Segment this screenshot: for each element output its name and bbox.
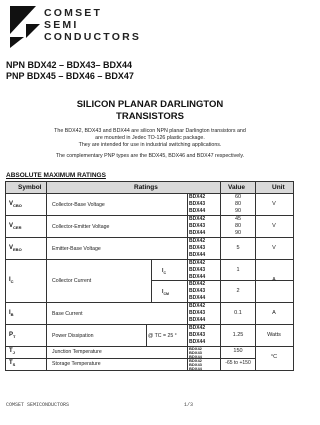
row-divider [6, 324, 293, 325]
device-label: BDX44 [189, 354, 202, 359]
device-label: BDX42 [189, 216, 206, 222]
rating-label: Base Current [52, 311, 83, 317]
row-divider [6, 346, 293, 347]
header-ratings: Ratings [134, 184, 158, 191]
device-label: BDX42 [189, 238, 206, 244]
device-label: BDX44 [189, 295, 206, 301]
col-divider [187, 193, 188, 370]
device-label: BDX43 [189, 245, 206, 251]
row-divider [6, 259, 293, 260]
device-label: BDX43 [189, 350, 202, 355]
device-label: BDX42 [189, 325, 206, 331]
device-label: BDX43 [189, 362, 202, 367]
value-cell: 90 [234, 230, 242, 236]
rating-label: Collector-Emitter Voltage [52, 224, 110, 230]
value-cell: 150 [233, 348, 243, 354]
value-cell: -65 to +150 [225, 360, 251, 366]
device-label: BDX44 [189, 230, 206, 236]
unit-cell: Watts [267, 332, 281, 338]
value-cell: 1.25 [232, 332, 244, 338]
npn-parts: NPN BDX42 – BDX43– BDX44 [6, 60, 133, 70]
row-divider [6, 237, 293, 238]
logo-line-1: COMSET [44, 7, 103, 19]
device-label: BDX43 [189, 288, 206, 294]
footer-company: COMSET SEMICONDUCTORS [6, 402, 70, 408]
doc-title-line-2: TRANSISTORS [116, 111, 184, 122]
row-divider [6, 358, 255, 359]
ratings-table [5, 181, 294, 371]
symbol-tj: $T_J$ [9, 348, 15, 356]
symbol-ts: $T_S$ [9, 360, 16, 368]
condition-label: @ TC = 25 ° [148, 333, 177, 339]
device-label: BDX43 [189, 267, 206, 273]
logo-line-2: SEMI [44, 19, 79, 31]
row-divider [6, 302, 293, 303]
unit-cell: A [272, 310, 276, 316]
header-unit: Unit [272, 184, 285, 191]
device-label: BDX43 [189, 310, 206, 316]
device-label: BDX42 [189, 303, 206, 309]
value-cell: 5 [236, 245, 240, 251]
symbol-vcer: $V_{CER}$ [9, 223, 22, 231]
value-cell: 90 [234, 208, 242, 214]
unit-cell: °C [270, 354, 278, 360]
value-cell: 1 [236, 267, 240, 273]
device-label: BDX43 [189, 332, 206, 338]
col-divider [255, 182, 256, 370]
header-symbol: Symbol [18, 184, 42, 191]
sub-divider [146, 324, 147, 346]
section-title: ABSOLUTE MAXIMUM RATINGS [6, 172, 106, 179]
doc-title-line-1: SILICON PLANAR DARLINGTON [76, 99, 224, 110]
rating-label: Emitter-Base Voltage [52, 246, 101, 252]
page-number: 1/3 [184, 402, 194, 408]
device-label: BDX44 [189, 252, 206, 258]
rating-label: Junction Temperature [52, 349, 102, 355]
symbol-ic: $I_C$ [9, 277, 14, 285]
col-divider [46, 182, 47, 370]
description-line-1: The BDX42, BDX43 and BDX44 are silicon NPN planar Darlington transistors and [54, 128, 246, 134]
value-cell: 80 [234, 201, 242, 207]
rating-label: Power Dissipation [52, 333, 94, 339]
description-line-3: They are intended for use in industrial switching applications. [78, 142, 222, 148]
value-cell: 2 [236, 288, 240, 294]
symbol-vebo: $V_{EBO}$ [9, 245, 22, 253]
symbol-pt: $P_T$ [9, 332, 16, 340]
description-line-4: The complementary PNP types are the BDX45, BDX46 and BDX47 respectively. [55, 153, 245, 159]
unit-cell: V [272, 223, 276, 229]
pnp-parts: PNP BDX45 – BDX46 – BDX47 [6, 71, 134, 81]
symbol-ib: $I_B$ [9, 310, 14, 318]
device-label: BDX44 [189, 317, 206, 323]
value-cell: 45 [234, 216, 242, 222]
sub-symbol-ic: $I_C$ [162, 268, 166, 276]
value-cell: 80 [234, 223, 242, 229]
device-label: BDX43 [189, 223, 206, 229]
header-value: Value [228, 184, 245, 191]
part-numbers [6, 60, 134, 82]
unit-cell: A [272, 277, 276, 283]
device-label: BDX44 [189, 366, 202, 371]
description-line-2: are mounted in Jedec TO-126 plastic package. [95, 135, 205, 141]
unit-cell: V [272, 245, 276, 251]
rating-label: Storage Temperature [52, 361, 101, 367]
company-logo [6, 4, 142, 54]
device-label: BDX44 [189, 274, 206, 280]
device-label: BDX42 [189, 358, 202, 363]
device-label: BDX42 [189, 346, 202, 351]
value-cell: 0.1 [234, 310, 242, 316]
device-label: BDX42 [189, 281, 206, 287]
value-cell: 60 [234, 194, 242, 200]
table-header [6, 182, 293, 194]
symbol-vcbo: $V_{CBO}$ [9, 201, 22, 209]
unit-cell: V [272, 201, 276, 207]
device-label: BDX43 [189, 201, 206, 207]
device-label: BDX42 [189, 194, 206, 200]
sub-symbol-icm: $I_{CM}$ [162, 289, 169, 297]
rating-label: Collector Current [52, 278, 92, 284]
logo-triangle-mark [6, 4, 42, 50]
device-label: BDX42 [189, 260, 206, 266]
device-label: BDX44 [189, 208, 206, 214]
rating-label: Collector-Base Voltage [52, 202, 105, 208]
logo-line-3: CONDUCTORS [44, 31, 142, 43]
device-label: BDX44 [189, 339, 206, 345]
